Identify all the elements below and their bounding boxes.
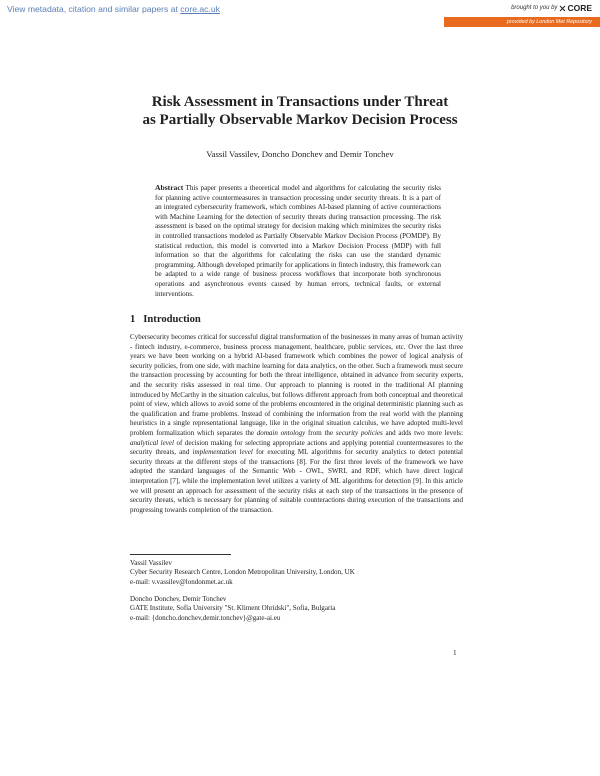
fn1-email: e-mail: v.vassilev@londonmet.ac.uk — [130, 577, 233, 586]
abstract-label: Abstract — [155, 183, 184, 192]
provided-by-banner — [444, 17, 600, 27]
fn2-name: Doncho Donchev, Demir Tonchev — [130, 595, 227, 603]
abstract — [155, 183, 441, 299]
brought-by-text: brought to you by — [511, 5, 558, 11]
fn1-name: Vassil Vassilev — [130, 559, 172, 567]
core-logo[interactable] — [559, 3, 592, 13]
paper-authors: Vassil Vassilev, Doncho Donchev and Demir Tonchev — [206, 149, 394, 159]
fn2-email: e-mail: {doncho.donchev,demir.tonchev}@gate-ai.eu — [130, 613, 281, 622]
intro-text-1: Cybersecurity becomes critical for successful digital transformation of the businesses in many areas of human activity - fintech industry, e-commerce, business process management, healthcare, public services, etc. Over the last three years we have been working on a hybrid AI-based framework which combines the power of logical analysis of security policies, from one side, with machine learning for data analytics, on the other. Such a framework must secure the transaction processing by accounting for both the threat intelligence, obtained in advance from security experts, and the security risks assessed in real time. Our approach to planning is rooted in the traditional AI planning introduced by McCarthy in the situation calculus, but follows different approach from both conceptual and theoretical point of view, which allows to avoid some of the problems encountered in the original deterministic planning such as the qualification and frame problems. Instead of combining the information from the real world with the planning heuristics in a single representational language, like in the original situation calculus, we have adopted multi-level problem formalization which separates the — [130, 333, 463, 437]
intro-em-analytical-level: analytical level — [130, 438, 174, 447]
intro-em-implementation-level: implementation level — [192, 448, 253, 457]
core-url-link[interactable]: core.ac.uk — [180, 4, 220, 14]
footnote-divider — [130, 554, 231, 555]
abstract-text: This paper presents a theoretical model and algorithms for calculating the security risks for planning active countermeasures in transaction processing under security threats. It is a part of an integrated cybersecurity framework, which combines AI-based planning of active counteractions with Machine Learning for the detection of security threats during transaction processing. The risk assessment is based on the optimal strategy for decision making which minimizes the security risks in controlled transactions modeled as Partially Observable Markov Decision Process (POMDP). By statistical reduction, this model is converted into a Markov Decision Process (MDP) with full information so that the algorithms for calculating the risks can use the standard dynamic programming. Although developed primarily for applications in fintech industry, this framework can be adapted to a wide range of business process workflows that incorporate both synchronous operations and asynchronous events caused by human errors, technical faults, or external interventions. — [155, 184, 442, 298]
title-line-2: as Partially Observable Markov Decision Process — [142, 112, 458, 128]
intro-em-domain-ontology: domain ontology — [256, 428, 306, 437]
footnote-author-1 — [130, 559, 355, 587]
intro-text-5: for executing ML algorithms for security analytics to detect potential security threats at the different steps of the transactions [8]. For the first three levels of the framework we have adopted the standard languages of the Semantic Web - OWL, SWRL and RDF, which have direct logical interpretation [7], while the implementation level utilizes a variety of ML algorithms for detection [9]. In this article we will present an approach for assessment of the security risks at each step of the transactions in the presence of security threats, which is necessary for planning of suitable counteractions during execution of the transactions and progressing towards completion of the transaction. — [130, 448, 464, 514]
brought-to-you-by — [511, 3, 592, 13]
intro-em-security-policies: security policies — [335, 428, 383, 437]
fn1-affiliation: Cyber Security Research Centre, London Metropolitan University, London, UK — [130, 568, 355, 577]
paper-title — [0, 93, 600, 129]
provided-by-text: provided by London Met Repository — [506, 19, 592, 25]
section-title: Introduction — [143, 314, 201, 325]
page-number: 1 — [453, 649, 457, 657]
core-metadata-link[interactable] — [7, 4, 220, 14]
core-logo-text: CORE — [567, 3, 592, 13]
link-prefix: View metadata, citation and similar papers at — [7, 4, 181, 14]
intro-text-4: of decision making for selecting appropriate actions and applying potential countermeasures to the security threats, and — [130, 438, 463, 457]
section-number: 1 — [130, 314, 136, 325]
intro-text-3: and adds two more levels: — [382, 428, 463, 437]
introduction-paragraph — [130, 333, 463, 515]
title-line-1: Risk Assessment in Transactions under Threat — [151, 94, 449, 110]
section-heading — [130, 314, 201, 325]
fn2-affiliation: GATE Institute, Sofia University "St. Kliment Ohridski", Sofia, Bulgaria — [130, 604, 336, 613]
intro-text-2: from the — [305, 428, 336, 437]
footnote-author-2 — [130, 595, 335, 623]
core-logo-icon — [559, 5, 566, 12]
